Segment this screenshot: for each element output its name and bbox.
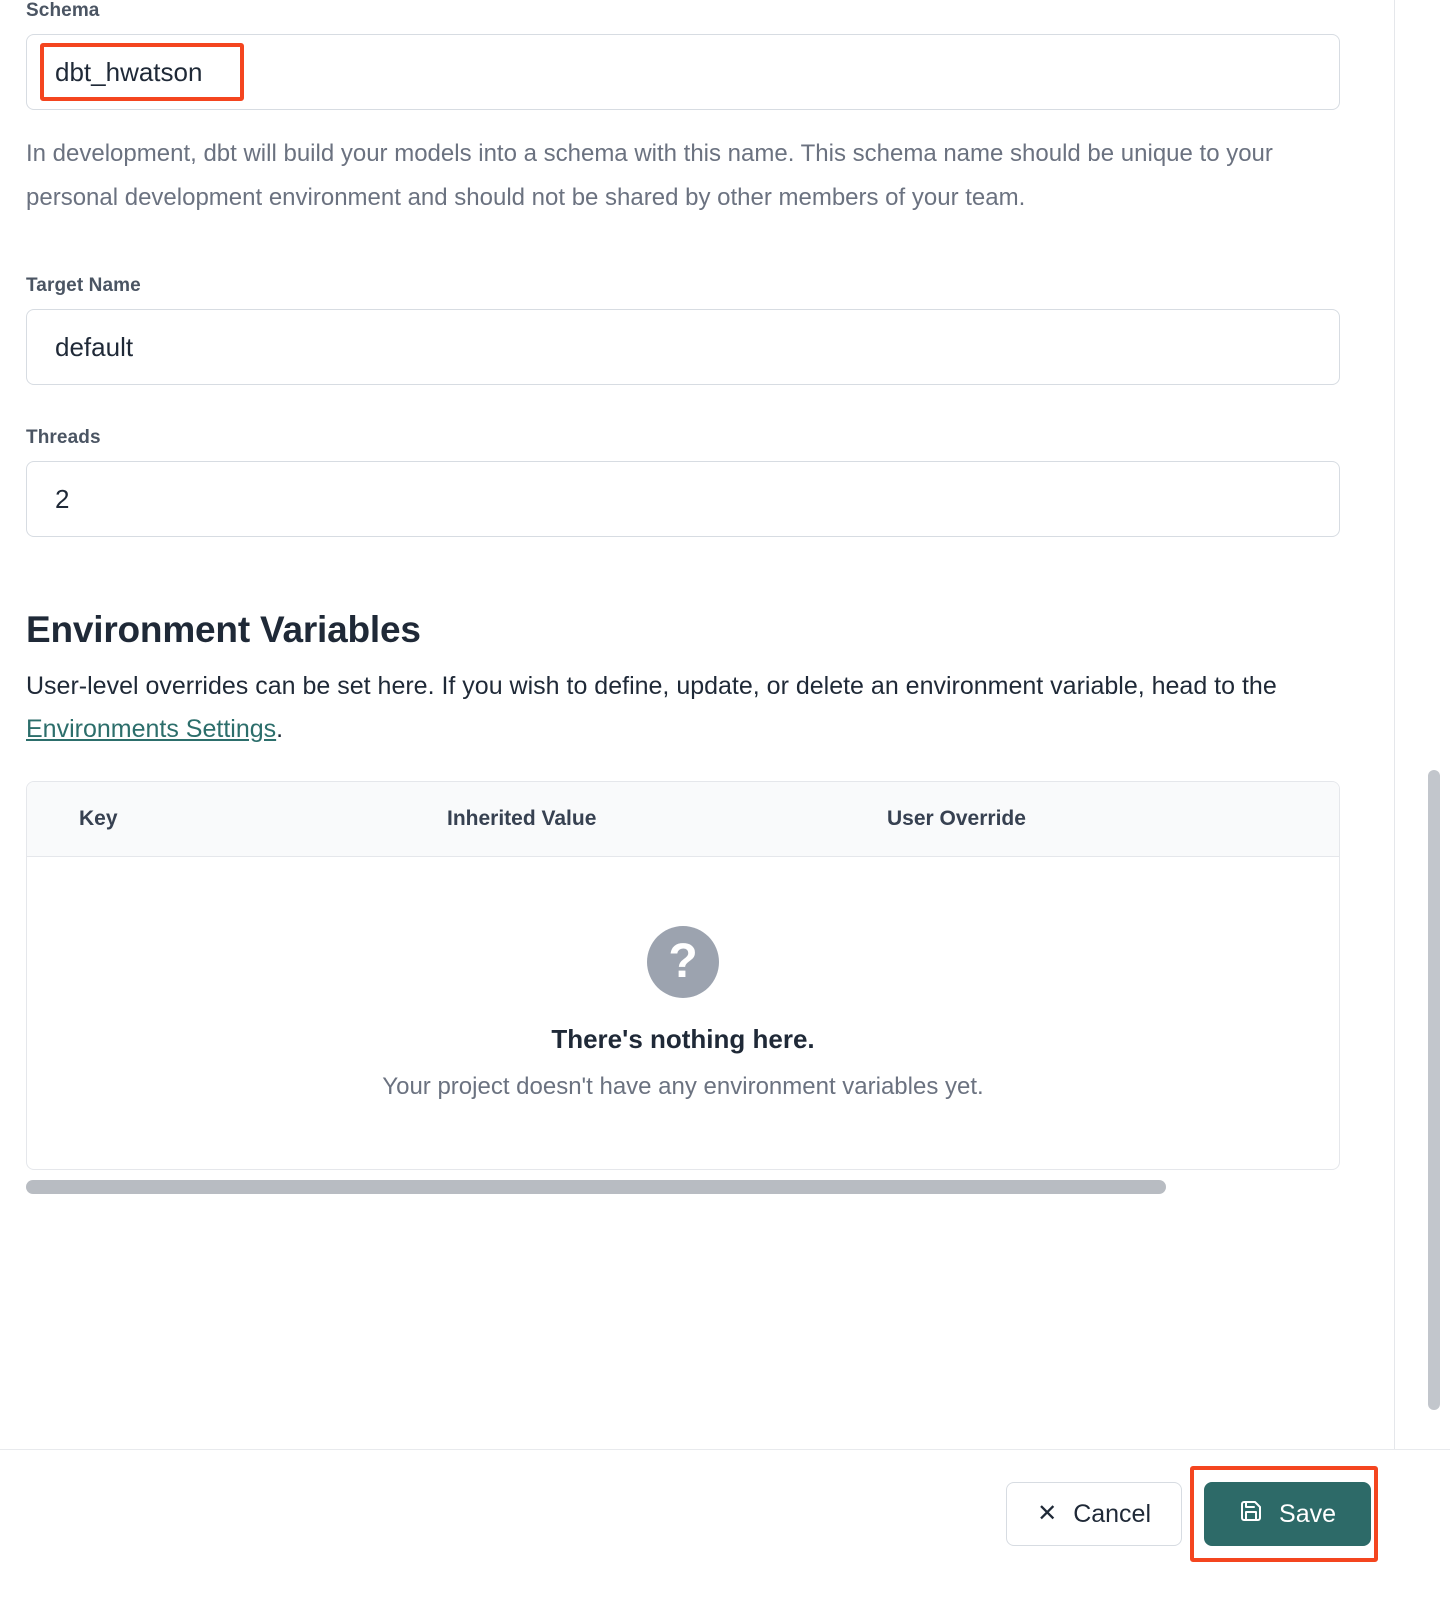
close-icon: ✕ [1037,1500,1058,1527]
column-header-user-override: User Override [887,807,1026,831]
empty-state [27,857,1339,1169]
cancel-button[interactable] [1006,1482,1182,1546]
empty-state-subtitle: Your project doesn't have any environment variables yet. [382,1072,984,1100]
save-button-label: Save [1279,1499,1336,1528]
table-horizontal-scrollbar[interactable] [26,1180,1340,1194]
threads-input[interactable] [26,461,1340,537]
environment-variables-table [26,781,1340,1170]
env-desc-after: . [276,715,284,744]
column-header-key: Key [79,807,118,831]
footer-actions [1006,1482,1371,1546]
empty-state-title: There's nothing here. [551,1023,815,1054]
table-horizontal-scrollbar-thumb[interactable] [26,1180,1166,1194]
environment-variables-section [26,609,1340,1194]
footer-bar [0,1449,1450,1598]
threads-label: Threads [26,427,101,449]
save-button-wrapper [1204,1482,1371,1546]
schema-label: Schema [26,0,100,21]
schema-field-group [26,0,1340,219]
page-vertical-scrollbar-thumb[interactable] [1428,770,1440,1410]
env-desc-before: User-level overrides can be set here. If you wish to define, update, or delete an environment variable, head to the [26,672,1277,701]
column-header-inherited-value: Inherited Value [447,807,597,831]
table-header-row [27,782,1339,857]
target-name-input-wrapper [26,309,1340,385]
schema-input[interactable] [26,34,1340,110]
cancel-button-label: Cancel [1073,1499,1152,1528]
threads-input-wrapper [26,461,1340,537]
schema-helper-text: In development, dbt will build your models into a schema with this name. This schema name should be unique to your personal development environment and should not be shared by other members of your team. [26,140,1273,211]
target-name-field-group [26,275,1340,385]
question-mark-icon: ? [647,926,719,998]
floppy-disk-icon [1239,1499,1263,1530]
save-button[interactable] [1204,1482,1371,1546]
target-name-input[interactable] [26,309,1340,385]
environment-variables-title: Environment Variables [26,609,421,651]
panel-divider [1394,0,1395,1598]
target-name-label: Target Name [26,275,141,297]
environment-variables-description [26,665,1340,751]
environments-settings-link[interactable]: Environments Settings [26,715,277,744]
threads-field-group [26,427,1340,537]
schema-input-wrapper [26,34,1340,110]
